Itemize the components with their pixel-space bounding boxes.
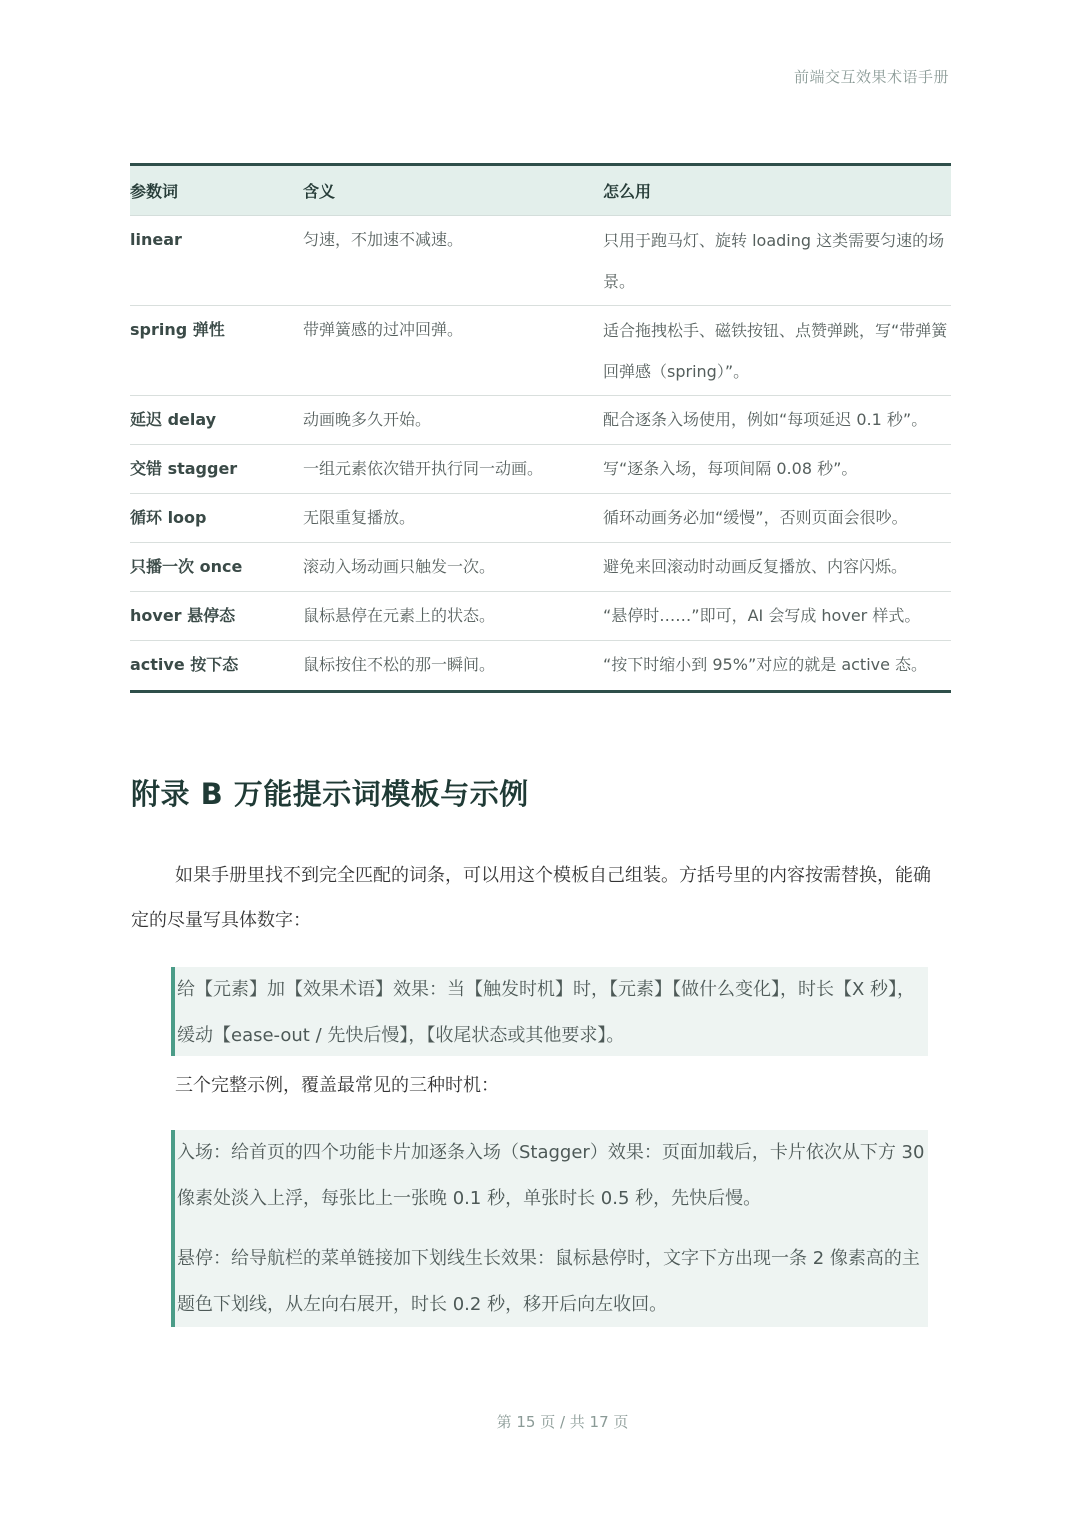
running-header: 前端交互效果术语手册 [793, 68, 949, 86]
table-cell-meaning: 滚动入场动画只触发一次。 [303, 557, 496, 576]
table-cell-meaning: 无限重复播放。 [303, 508, 416, 527]
example-entrance: 入场：给首页的四个功能卡片加逐条入场（Stagger）效果：页面加载后，卡片依次从下方 30 像素处淡入上浮，每张比上一张晚 0.1 秒，单张时长 0.5 秒，先快后慢。 [177, 1142, 925, 1209]
table-header-row [130, 166, 951, 216]
table-cell-meaning: 鼠标悬停在元素上的状态。 [303, 606, 496, 625]
table-cell-term: 交错 stagger [130, 459, 238, 478]
table-header-usage: 怎么用 [603, 182, 652, 201]
table-row [130, 641, 951, 690]
table-cell-term: 延迟 delay [130, 410, 217, 429]
table-row [130, 306, 951, 396]
table-cell-term: linear [130, 230, 182, 249]
table-row [130, 445, 951, 494]
table-cell-term: 循环 loop [130, 508, 207, 527]
table-cell-usage: 循环动画务必加“缓慢”，否则页面会很吵。 [603, 508, 908, 527]
section-intro: 如果手册里找不到完全匹配的词条，可以用这个模板自己组装。方括号里的内容按需替换，能确定的尽量写具体数字： [131, 865, 931, 931]
parameter-table [130, 163, 951, 693]
prompt-template-block [171, 967, 928, 1056]
prompt-template-text: 给【元素】加【效果术语】效果：当【触发时机】时，【元素】【做什么变化】，时长【X 秒】，缓动【ease-out / 先快后慢】，【收尾状态或其他要求】。 [177, 979, 916, 1046]
table-cell-usage: 只用于跑马灯、旋转 loading 这类需要匀速的场景。 [603, 231, 945, 291]
table-cell-term: hover 悬停态 [130, 606, 236, 625]
table-row [130, 494, 951, 543]
table-header-term: 参数词 [130, 182, 179, 201]
table-cell-usage: “按下时缩小到 95%”对应的就是 active 态。 [603, 655, 928, 674]
table-cell-meaning: 一组元素依次错开执行同一动画。 [303, 459, 544, 478]
table-cell-meaning: 动画晚多久开始。 [303, 410, 432, 429]
table-cell-usage: “悬停时……”即可，AI 会写成 hover 样式。 [603, 606, 921, 625]
examples-lead: 三个完整示例，覆盖最常见的三种时机： [175, 1075, 499, 1096]
table-cell-term: active 按下态 [130, 655, 239, 674]
page-number: 第 15 页 / 共 17 页 [496, 1413, 629, 1431]
table-cell-meaning: 带弹簧感的过冲回弹。 [303, 320, 464, 339]
table-cell-term: 只播一次 once [130, 557, 243, 576]
table-cell-usage: 避免来回滚动时动画反复播放、内容闪烁。 [603, 557, 908, 576]
table-row [130, 592, 951, 641]
examples-block [171, 1130, 928, 1327]
table-header-meaning: 含义 [303, 182, 336, 201]
section-title: 附录 B 万能提示词模板与示例 [131, 777, 529, 811]
table-cell-meaning: 匀速，不加速不减速。 [303, 230, 464, 249]
table-row [130, 396, 951, 445]
table-cell-usage: 适合拖拽松手、磁铁按钮、点赞弹跳，写“带弹簧回弹感（spring）”。 [603, 321, 948, 381]
table-row [130, 543, 951, 592]
table-cell-usage: 写“逐条入场，每项间隔 0.08 秒”。 [603, 459, 858, 478]
table-cell-meaning: 鼠标按住不松的那一瞬间。 [303, 655, 496, 674]
table-cell-term: spring 弹性 [130, 320, 225, 339]
table-row [130, 216, 951, 306]
example-hover: 悬停：给导航栏的菜单链接加下划线生长效果：鼠标悬停时，文字下方出现一条 2 像素高的主题色下划线，从左向右展开，时长 0.2 秒，移开后向左收回。 [177, 1248, 920, 1315]
table-cell-usage: 配合逐条入场使用，例如“每项延迟 0.1 秒”。 [603, 410, 928, 429]
